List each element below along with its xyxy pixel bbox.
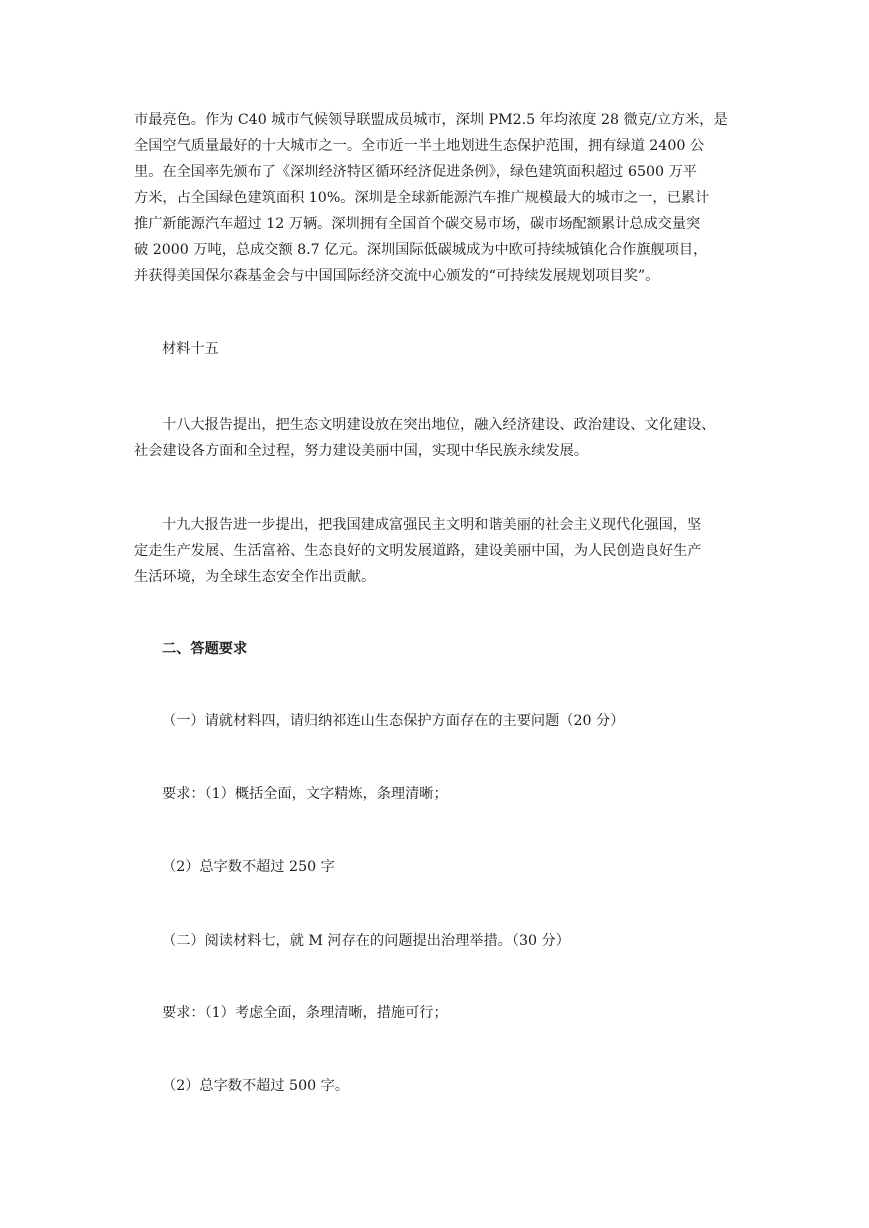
material-15-title-text: 材料十五 (162, 341, 219, 357)
paragraph-line: 全国空气质量最好的十大城市之一。全市近一半土地划进生态保护范围，拥有绿道 2400 公 (134, 138, 705, 154)
requirement-text: （2）总字数不超过 250 字 (162, 859, 335, 875)
paragraph-line: 社会建设各方面和全过程，努力建设美丽中国，实现中华民族永续发展。 (134, 443, 589, 459)
question-2-requirement-2 (162, 1073, 764, 1099)
question-2-requirement-1 (162, 1000, 764, 1026)
section-heading (162, 636, 764, 662)
section-heading-text: 二、答题要求 (162, 641, 248, 657)
paragraph-19th-congress (134, 512, 736, 590)
question-1-requirement-1 (162, 781, 764, 807)
question-2 (162, 928, 764, 954)
paragraph-line: 十八大报告提出，把生态文明建设放在突出地位，融入经济建设、政治建设、文化建设、 (162, 417, 716, 433)
paragraph-line: 破 2000 万吨，总成交额 8.7 亿元。深圳国际低碳城成为中欧可持续城镇化合作旗舰项目， (134, 242, 708, 258)
paragraph-line: 定走生产发展、生活富裕、生态良好的文明发展道路，建设美丽中国，为人民创造良好生产 (134, 543, 702, 559)
paragraph-line: 生活环境，为全球生态安全作出贡献。 (134, 569, 376, 585)
requirement-text: 要求：（1）概括全面，文字精炼，条理清晰； (162, 786, 448, 802)
requirement-text: （2）总字数不超过 500 字。 (162, 1078, 350, 1094)
paragraph-line: 并获得美国保尔森基金会与中国国际经济交流中心颁发的“可持续发展规划项目奖”。 (134, 268, 660, 284)
question-1 (162, 708, 764, 734)
paragraph-line: 方米，占全国绿色建筑面积 10%。深圳是全球新能源汽车推广规模最大的城市之一，已累计 (134, 190, 710, 206)
paragraph-shenzhen (134, 107, 736, 289)
paragraph-line: 十九大报告进一步提出，把我国建成富强民主文明和谐美丽的社会主义现代化强国，坚 (162, 517, 702, 533)
paragraph-line: 推广新能源汽车超过 12 万辆。深圳拥有全国首个碳交易市场，碳市场配额累计总成交量突 (134, 216, 701, 232)
paragraph-line: 市最亮色。作为 C40 城市气候领导联盟成员城市，深圳 PM2.5 年均浓度 28 微克/立方米，是 (134, 112, 728, 128)
question-1-requirement-2 (162, 854, 764, 880)
requirement-text: 要求：（1）考虑全面，条理清晰，措施可行； (162, 1005, 448, 1021)
question-2-text: （二）阅读材料七，就 M 河存在的问题提出治理举措。（30 分） (162, 933, 570, 949)
question-1-text: （一）请就材料四，请归纳祁连山生态保护方面存在的主要问题（20 分） (162, 713, 625, 729)
material-15-title (162, 336, 764, 362)
paragraph-line: 里。在全国率先颁布了《深圳经济特区循环经济促进条例》，绿色建筑面积超过 6500 万平 (134, 164, 697, 180)
paragraph-18th-congress (134, 412, 736, 464)
